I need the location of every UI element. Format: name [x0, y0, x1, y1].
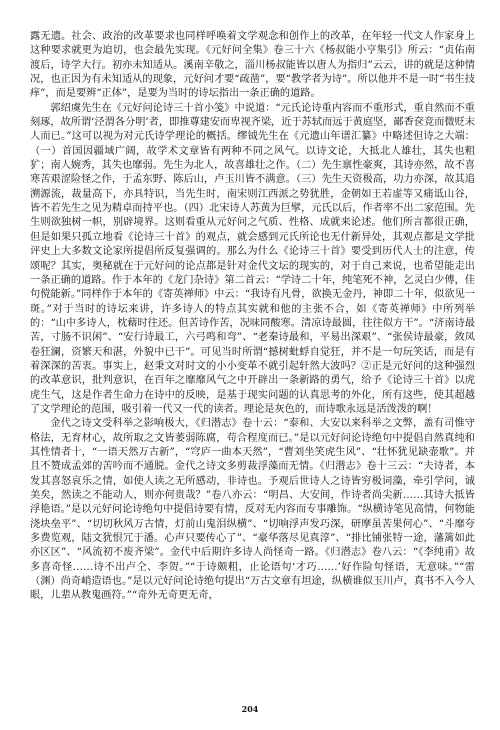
paragraph-2: 郭绍虞先生在《元好问论诗三十首小笺》中说道：“元氏论诗重内容而不重形式，重自然而不重刻琢，故所谓‘泾渭各分明’者，即推尊建安而卑视齐梁，近于苏轼而远于黄庭坚，鄙香奁竞而微贬末人而已。”这可以视为对元氏诗学理论的概括。缪钺先生在《元遗山年谱汇纂》中略述但诗之大端：（一）首国因疆域广阔，故学术文章皆有两种不同之风气。以诗文论，大抵北人雄壮，其失也粗犷；南人婉秀，其失也靡弱。先生为北人，故喜雄壮之作。（二）先生禀性豪爽，其诗亦然，故不喜寒苦艰涩险怪之作，于孟东野、陈后山，卢玉川皆不满意。（三）先生天资极高，功力亦深，故其追溯源流，裁量高下，亦具特识，当先生时，南宋则江西派之势犹胜，金朝如王若虚等又痛诋山谷，皆不若先生之见为精卓而持平也。（四）北宋诗人苏黄为巨擘，元氏以后，作者率不出二家范围。先生则欲独树一帜，别辟境界。这则看重从元好问之气质、性格、成就来论述。他们所言都很正确，但是如果只孤立地看《论诗三十首》的观点，就会感到元氏所论也无什新异处，其观点都是文学批评史上大多数文论家所提倡所反复强调的。那么为什么《论诗三十首》要受到历代人士的注意，传颂呢？其实，奥秘就在于元好问的论点都是针对金代文坛的现实的，对于自己来说，也希望能走出一条正确的道路。作于本年的《龙门杂诗》第二首云：“学诗二十年，纯笔死不神，乞灵白少傅，佳句傥能新。”同样作于本年的《寄英禅师》中云：“我诗有凡骨，欲换无金丹，神即二十年，似欲见一斑。”对于当时的诗坛来讲，许多诗人的特点其实就和他的主张不合，如《寄英禅师》中所列举的：“山中多诗人，枕藉时往还。但苦诗作苦，况味同酸寒。清凉诗最圆，往往似方干”。“济南诗最苦，寸肠不识闲”、“安行诗最工，六弓鸣和弯”、“老秦诗最和，平易出深艰”、“张侯诗最豪，敛凤卷狂澜，资繁天和湛，外貌中已干”。可见当时所谓“撼树蚍蜉自觉狂，并不是一句玩笑话，而是有着深深的苦衷。事实上，赵秉文对时文的小小变革不就引起轩然大波吗？②正是元好问的这种强烈的改革意识，批判意识，在百年之靡靡风气之中开辟出一条新路的勇气，给予《论诗三十首》以虎虎生气，这是作者生命力在诗中的反映，是基于现实问题的认真思考的外化，所有这些，使其超越了文学理论的范围，吸引着一代又一代的读者。理论是灰色的，而诗歌永远是活泼泼的啊！: [30, 102, 475, 415]
paragraph-1: 露无遗。社会、政治的改革要求也同样呼唤着文学观念和创作上的改革，在年轻一代文人作家身上这种要求就更为迫切，也会最先实现。《元好问全集》卷三十六《杨叔能小亨集引》所云：“贞佑南渡后，诗学大行。初亦未知适从。溪南辛敬之，淄川杨叔能皆以唐人为指归”云云，讲的就是这种情况，也正因为有未知适从的现象，元好问才要“疏凿”，要“教学者为诗”。所以他并不是一时“书生技痒”，而是要辨“正体”，是要为当时的诗坛指出一条正确的道路。: [30, 31, 475, 100]
page-number: 204: [241, 704, 259, 714]
paragraph-3: 金代之诗文受科举之影响极大，《归潜志》卷十云：“泰和、大安以来科举之文弊，盖有司惟守格法，无育材心，故所取之文皆萎弱陈腐，苟合程度而已。”是以元好问论诗绝句中提倡自然真纯和其性情者十，“一语天然万古新”，“穹庐一曲本天然”，“曹刘坐笑虎生风”、“壮怀犹见缺壶歌”。并且不赞成孟郊的苦吟而不通脱。金代之诗文多剪裁浮藻而无情。《归潜志》卷十三云：“夫诗者，本发其喜怒哀乐之情，如使人读之无所感动，非诗也。予观后世诗人之诗皆穷极词藻，牵引学问，诚美矣，然读之不能动人，则亦何贵哉？”卷八亦云：“明昌、大安间，作诗者尚尖新……其诗大抵皆浮艳语。”是以元好问论诗绝句中提倡诗要有情，反对无内容而专事雕饰。“纵横诗笔见高情，何物能浇块垒平”、“切切秋风万古情，灯前山鬼泪纵横”、“切响浮声发巧深，研摩虽苦果何心”、“斗靡夸多费览观，陆文犹恨冗于潘。心声只要传心了”、“豪华落尽见真淳”、“排比铺张特一途，藩篱如此亦区区”、“风流初不废齐梁”。金代中后期许多诗人尚怪奇一路。《归潜志》卷八云：“《李纯甫》故多喜奇怪……诗不出卢仝、李贺。”“于诗颇粗，止论语句‘才巧……’好作险句怪语，无意味。”“雷（渊）尚奇峭造语也。”是以元好问论诗绝句提出“万古文章有坦途，纵横谁似玉川卢，真书不入今人眼，儿辈从教鬼画符。”“奇外无奇更无奇，: [30, 418, 475, 602]
document-page: [30, 30, 475, 604]
